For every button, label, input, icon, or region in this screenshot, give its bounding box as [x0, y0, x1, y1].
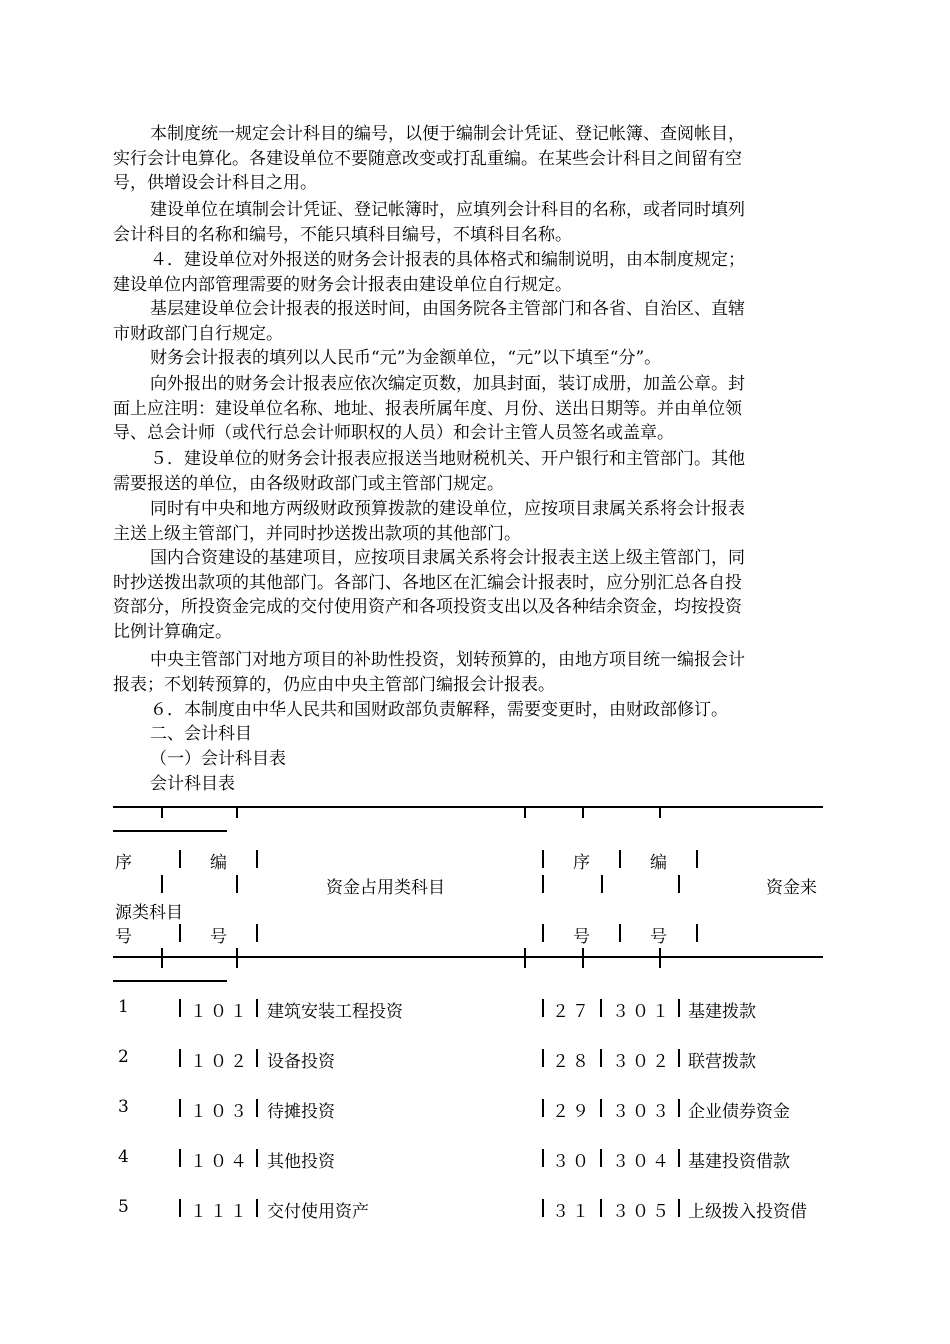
text-line: 报表；不划转预算的，仍应由中央主管部门编报会计报表。: [113, 674, 555, 695]
text-line: 本制度统一规定会计科目的编号，以便于编制会计凭证、登记帐簿、查阅帐目，: [150, 124, 745, 144]
row-seq-right: ２８: [552, 1052, 592, 1072]
paragraph-item-4: [113, 248, 825, 297]
row-seq-right: ３０: [552, 1152, 592, 1172]
column-bar: [179, 1099, 181, 1117]
column-bar: [600, 1099, 602, 1117]
header-seq-bottom: 号: [115, 927, 132, 947]
row-name: 交付使用资产: [267, 1202, 369, 1222]
column-bar: [600, 1199, 602, 1217]
row-code: １０４: [190, 1152, 250, 1172]
column-bar: [542, 1199, 544, 1217]
paragraph-joint-venture: [113, 546, 825, 644]
text-line: 导、总会计师（或代行总会计师职权的人员）和会计主管人员签名或盖章。: [113, 423, 674, 443]
row-code-right: ３０２: [612, 1052, 672, 1072]
row-name-right: 企业债券资金: [688, 1102, 790, 1122]
row-code-right: ３０１: [612, 1002, 672, 1022]
row-name: 设备投资: [267, 1052, 335, 1072]
column-bar: [601, 875, 603, 893]
rule-tick: [524, 948, 526, 968]
row-code-right: ３０３: [612, 1102, 672, 1122]
paragraph-item-5: [113, 447, 825, 496]
paragraph-item-6: [113, 698, 825, 723]
text-line: 时抄送拨出款项的其他部门。各部门、各地区在汇编会计报表时，应分别汇总各自投: [113, 572, 742, 593]
column-bar: [179, 999, 181, 1017]
column-bar: [542, 924, 544, 942]
column-bar: [678, 1149, 680, 1167]
text-line: 面上应注明：建设单位名称、地址、报表所属年度、月份、送出日期等。并由单位领: [113, 398, 742, 419]
text-line: 会计科目表: [150, 774, 235, 794]
header-source-category-part1: 资金来: [766, 878, 817, 898]
paragraph-report-time: [113, 297, 825, 346]
header-occupation-category: 资金占用类科目: [326, 878, 445, 898]
column-bar: [179, 850, 181, 868]
row-seq-right: ３１: [552, 1202, 592, 1222]
text-line: 号，供增设会计科目之用。: [113, 173, 317, 193]
column-bar: [619, 850, 621, 868]
column-bar: [256, 924, 258, 942]
row-code: １０２: [190, 1052, 250, 1072]
text-line: 需要报送的单位，由各级财政部门或主管部门规定。: [113, 473, 504, 494]
row-name: 其他投资: [267, 1152, 335, 1172]
paragraph-external-reports: [113, 372, 825, 446]
text-line: ５．建设单位的财务会计报表应报送当地财税机关、开户银行和主管部门。其他: [150, 449, 745, 469]
paragraph-subsidy: [113, 648, 825, 697]
text-line: 同时有中央和地方两级财政预算拨款的建设单位，应按项目隶属关系将会计报表: [150, 499, 745, 519]
header-source-category-part2: 源类科目: [115, 903, 183, 923]
column-bar: [542, 1149, 544, 1167]
column-bar: [161, 875, 163, 893]
column-bar: [256, 1049, 258, 1067]
row-seq: 1: [118, 997, 129, 1017]
header-separator-rule-wrap: [113, 980, 227, 982]
header-num-right: 编: [650, 853, 667, 873]
row-code: １１１: [190, 1202, 250, 1222]
column-bar: [542, 1049, 544, 1067]
table-caption: [113, 772, 825, 797]
text-line: 国内合资建设的基建项目，应按项目隶属关系将会计报表主送上级主管部门，同: [150, 548, 745, 568]
column-bar: [236, 875, 238, 893]
text-line: 资部分，所投资金完成的交付使用资产和各项投资支出以及各种结余资金，均按投资: [113, 597, 742, 617]
column-bar: [600, 1049, 602, 1067]
column-bar: [256, 850, 258, 868]
rule-tick: [161, 806, 163, 818]
column-bar: [678, 1199, 680, 1217]
text-line: ４．建设单位对外报送的财务会计报表的具体格式和编制说明，由本制度规定；: [150, 250, 745, 270]
row-name-right: 基建投资借款: [688, 1152, 790, 1172]
column-bar: [696, 850, 698, 868]
table-top-rule-wrap: [113, 830, 227, 832]
column-bar: [542, 875, 544, 893]
row-code: １０１: [190, 1002, 250, 1022]
row-code: １０３: [190, 1102, 250, 1122]
column-bar: [678, 1099, 680, 1117]
paragraph-numbering-rule: [113, 122, 825, 196]
column-bar: [256, 1099, 258, 1117]
rule-tick: [161, 948, 163, 968]
row-name-right: 联营拨款: [688, 1052, 756, 1072]
column-bar: [256, 1149, 258, 1167]
text-line: 建设单位在填制会计凭证、登记帐簿时，应填列会计科目的名称，或者同时填列: [150, 200, 745, 220]
header-separator-rule: [113, 956, 823, 958]
text-line: 实行会计电算化。各建设单位不要随意改变或打乱重编。在某些会计科目之间留有空: [113, 148, 742, 169]
text-line: 向外报出的财务会计报表应依次编定页数，加具封面，装订成册，加盖公章。封: [150, 374, 745, 394]
header-num: 编: [210, 853, 227, 873]
text-line: 财务会计报表的填列以人民币“元”为金额单位，“元”以下填至“分”。: [150, 348, 662, 368]
paragraph-filling-rule: [113, 198, 825, 247]
text-line: 建设单位内部管理需要的财务会计报表由建设单位自行规定。: [113, 274, 572, 295]
header-seq: 序: [115, 853, 132, 873]
row-seq: 4: [118, 1147, 129, 1167]
row-name-right: 基建拨款: [688, 1002, 756, 1022]
column-bar: [256, 1199, 258, 1217]
section-heading-accounting-subjects: [113, 722, 825, 747]
row-seq: 5: [118, 1197, 129, 1217]
paragraph-two-level-budget: [113, 497, 825, 546]
rule-tick: [659, 948, 661, 968]
row-seq-right: ２７: [552, 1002, 592, 1022]
column-bar: [619, 924, 621, 942]
column-bar: [678, 1049, 680, 1067]
row-seq: 2: [118, 1047, 129, 1067]
row-code-right: ３０４: [612, 1152, 672, 1172]
header-seq-bottom-right: 号: [573, 927, 590, 947]
column-bar: [696, 924, 698, 942]
text-line: 会计科目的名称和编号，不能只填科目编号，不填科目名称。: [113, 224, 572, 245]
text-line: （一）会计科目表: [150, 749, 286, 769]
column-bar: [542, 850, 544, 868]
column-bar: [600, 1149, 602, 1167]
text-line: 主送上级主管部门，并同时抄送拨出款项的其他部门。: [113, 523, 521, 544]
table-top-rule: [113, 806, 823, 808]
row-name-right: 上级拨入投资借: [688, 1202, 807, 1222]
text-line: 中央主管部门对地方项目的补助性投资，划转预算的，由地方项目统一编报会计: [150, 650, 745, 670]
text-line: ６．本制度由中华人民共和国财政部负责解释，需要变更时，由财政部修订。: [150, 700, 728, 720]
text-line: 比例计算确定。: [113, 621, 232, 642]
column-bar: [179, 1049, 181, 1067]
header-num-bottom: 号: [210, 927, 227, 947]
column-bar: [542, 999, 544, 1017]
text-line: 市财政部门自行规定。: [113, 323, 283, 344]
row-name: 建筑安装工程投资: [267, 1002, 403, 1022]
column-bar: [678, 999, 680, 1017]
header-num-bottom-right: 号: [650, 927, 667, 947]
header-seq-right: 序: [573, 853, 590, 873]
paragraph-currency-unit: [113, 346, 825, 371]
column-bar: [179, 1199, 181, 1217]
row-seq: 3: [118, 1097, 129, 1117]
rule-tick: [524, 806, 526, 818]
column-bar: [179, 924, 181, 942]
column-bar: [542, 1099, 544, 1117]
rule-tick: [582, 948, 584, 968]
text-line: 二、会计科目: [150, 724, 252, 744]
column-bar: [179, 1149, 181, 1167]
row-name: 待摊投资: [267, 1102, 335, 1122]
row-seq-right: ２９: [552, 1102, 592, 1122]
rule-tick: [236, 948, 238, 968]
rule-tick: [236, 806, 238, 818]
row-code-right: ３０５: [612, 1202, 672, 1222]
text-line: 基层建设单位会计报表的报送时间，由国务院各主管部门和各省、自治区、直辖: [150, 299, 745, 319]
column-bar: [600, 999, 602, 1017]
column-bar: [256, 999, 258, 1017]
subsection-heading: [113, 747, 825, 772]
column-bar: [678, 875, 680, 893]
rule-tick: [659, 806, 661, 818]
rule-tick: [582, 806, 584, 818]
